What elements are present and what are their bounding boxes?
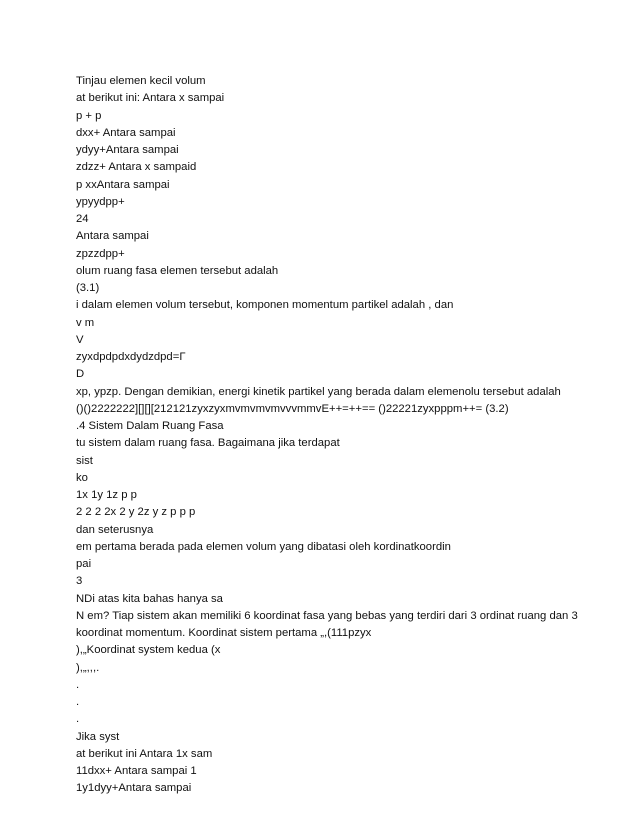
- text-line: olum ruang fasa elemen tersebut adalah: [76, 264, 279, 277]
- text-line: ),„Koordinat system kedua (x: [76, 644, 221, 657]
- text-line: N em? Tiap sistem akan memiliki 6 koordinat fasa yang bebas yang terdiri dari 3 ordinat ruang dan 3: [76, 609, 578, 622]
- text-line: ypyydpp+: [76, 195, 125, 208]
- text-line: ()()2222222][][][212121zyxzyxmvmvmvmvvvmmvE++=++== ()22221zyxpppm++= (3.2): [76, 402, 509, 415]
- text-line: (3.1): [76, 282, 100, 294]
- section-heading: .4 Sistem Dalam Ruang Fasa: [76, 420, 224, 432]
- text-line: ydyy+Antara sampai: [76, 144, 179, 156]
- text-line: 1x 1y 1z p p: [76, 489, 137, 501]
- text-line: 1y1dyy+Antara sampai: [76, 782, 192, 795]
- text-line: .: [76, 696, 80, 708]
- text-line: ),„,,,.: [76, 661, 100, 674]
- text-line: D: [76, 368, 85, 381]
- text-line: ko: [76, 471, 88, 484]
- text-line: xp, ypzp. Dengan demikian, energi kinetik partikel yang berada dalam elemenolu tersebut adalah: [76, 385, 561, 398]
- text-line: dan seterusnya: [76, 523, 154, 536]
- text-line: zpzzdpp+: [76, 247, 125, 260]
- text-line: at berikut ini Antara 1x sam: [76, 747, 213, 760]
- text-line: v m: [76, 316, 95, 329]
- text-line: Jika syst: [76, 730, 120, 743]
- text-line: NDi atas kita bahas hanya sa: [76, 592, 223, 605]
- text-line: 2 2 2 2x 2 y 2z y z p p p: [76, 506, 196, 519]
- text-line: V: [76, 333, 84, 346]
- text-line: zdzz+ Antara x sampaid: [76, 161, 197, 174]
- text-line: 11dxx+ Antara sampai 1: [76, 765, 197, 777]
- text-line: Antara sampai: [76, 230, 149, 243]
- text-line: tu sistem dalam ruang fasa. Bagaimana jika terdapat: [76, 437, 340, 450]
- text-line: Tinjau elemen kecil volum: [76, 75, 206, 87]
- text-line: dxx+ Antara sampai: [76, 126, 176, 139]
- text-line: 24: [76, 213, 89, 225]
- text-line: zyxdpdpdxdydzdpd=Γ: [76, 351, 186, 363]
- text-line: .: [76, 713, 80, 726]
- text-line: at berikut ini: Antara x sampai: [76, 92, 225, 105]
- text-line: p xxAntara sampai: [76, 178, 170, 191]
- text-line: em pertama berada pada elemen volum yang dibatasi oleh kordinatkoordin: [76, 540, 451, 553]
- document-body: [76, 73, 576, 798]
- text-line: pai: [76, 558, 92, 570]
- text-line: sist: [76, 454, 93, 467]
- text-line: koordinat momentum. Koordinat sistem pertama „,(111pzyx: [76, 627, 372, 639]
- text-line: .: [76, 678, 80, 691]
- text-line: i dalam elemen volum tersebut, komponen momentum partikel adalah , dan: [76, 299, 454, 312]
- text-line: 3: [76, 575, 83, 588]
- text-line: p + p: [76, 109, 102, 122]
